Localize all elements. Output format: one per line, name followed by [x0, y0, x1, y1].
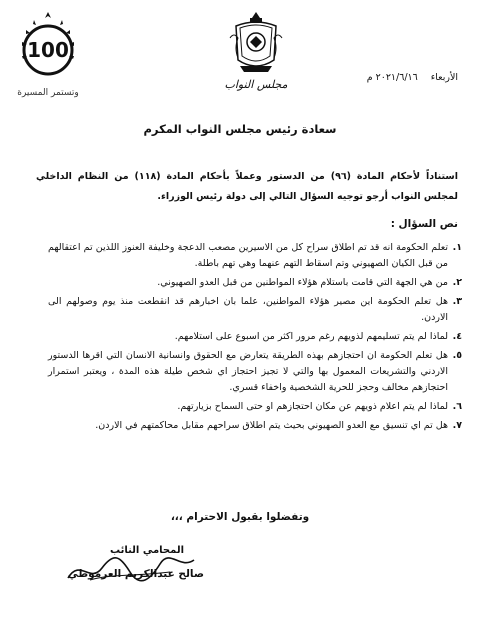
- addressee: سعادة رئيس مجلس النواب المكرم: [143, 122, 337, 136]
- assembly-name: مجلس النواب: [224, 78, 288, 91]
- date-value: ٢٠٢١/٦/١٦ م: [366, 72, 418, 83]
- question-number: ٦.: [452, 401, 462, 412]
- logo-100-number: 100: [27, 38, 69, 62]
- coat-of-arms-icon: [226, 8, 286, 78]
- signer-role: المحامي النائب: [110, 545, 184, 556]
- signer-name: صالح عبدالكريم العرموطي: [67, 568, 204, 580]
- question-item: [48, 399, 462, 415]
- question-number: ١.: [452, 242, 462, 253]
- logo-tagline: وتستمر المسيرة: [17, 88, 79, 98]
- questions-heading: نص السؤال :: [390, 218, 458, 230]
- date-day: الأربعاء: [430, 72, 458, 83]
- question-text: هل تعلم الحكومة اين مصير هؤلاء المواطنين، علما بان اخبارهم قد انقطعت منذ يوم وصولهم الى الاردن.: [48, 296, 448, 323]
- question-item: [48, 329, 462, 345]
- question-number: ٤.: [452, 331, 462, 342]
- question-item: [48, 240, 462, 272]
- letter-date: [367, 72, 458, 83]
- questions-list: [48, 240, 462, 437]
- question-number: ٢.: [452, 277, 462, 288]
- question-number: ٥.: [452, 350, 462, 361]
- centennial-100-logo: [14, 8, 82, 108]
- question-text: تعلم الحكومة انه قد تم اطلاق سراح كل من الاسيرين مصعب الدعجة وخليفة العنوز اللذين تم اعتقالهم من قبل الكيان الصهيوني وتم اسقاط التهم عنهما وهي تهم باطلة.: [48, 242, 448, 269]
- question-text: لماذا لم يتم تسليمهم لذويهم رغم مرور اكثر من اسبوع على استلامهم.: [174, 331, 448, 342]
- intro-paragraph: استناداً لأحكام المادة (٩٦) من الدستور وعملاً بأحكام المادة (١١٨) من النظام الداخلي لمجلس النواب أرجو توجيه السؤال التالي إلى دولة رئيس الوزراء.: [36, 171, 458, 202]
- closing-line: وتفضلوا بقبول الاحترام ،،،: [170, 511, 310, 523]
- question-item: [48, 294, 462, 326]
- question-text: من هي الجهة التي قامت باستلام هؤلاء المواطنين من قبل العدو الصهيوني.: [157, 277, 448, 288]
- question-text: هل تم اي تنسيق مع العدو الصهيوني بحيث يتم اطلاق سراحهم مقابل محاكمتهم في الاردن.: [95, 420, 448, 431]
- question-item: [48, 275, 462, 291]
- question-text: هل تعلم الحكومة ان احتجازهم بهذه الطريقة يتعارض مع الحقوق وانسانية الانسان التي اقرها الدستور الاردني والتشريعات المعمول بها والتي لا تجيز احتجاز اي شخص طيلة هذه المدة ، ويعتبر استمرار احتجازهم مخالف وحجز للحرية الشخصية واخفاء قسري.: [48, 350, 448, 393]
- question-number: ٧.: [452, 420, 462, 431]
- question-number: ٣.: [452, 296, 462, 307]
- centennial-emblem-icon: [14, 8, 82, 88]
- question-item: [48, 418, 462, 434]
- question-text: لماذا لم يتم اعلام ذويهم عن مكان احتجازهم او حتى السماح بزيارتهم.: [177, 401, 448, 412]
- question-item: [48, 348, 462, 396]
